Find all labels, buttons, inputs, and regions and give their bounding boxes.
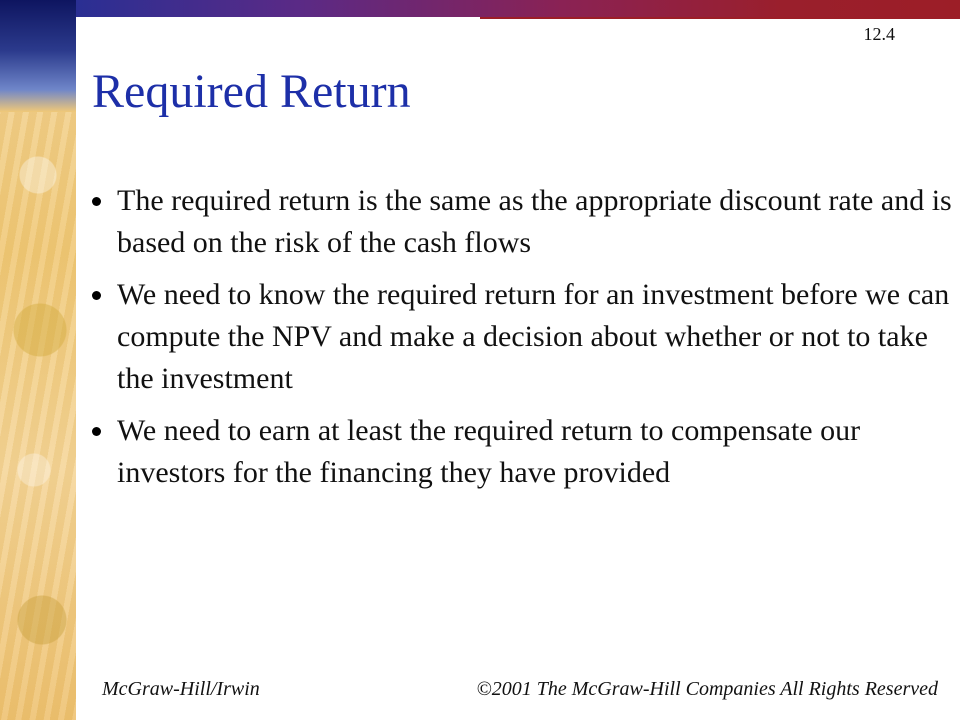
slide-number: 12.4 bbox=[863, 24, 895, 44]
bullet-text: We need to know the required return for an investment before we can compute the NPV and make a decision about whether or not to take the investment bbox=[117, 278, 950, 395]
bullet-dot-icon bbox=[92, 197, 101, 206]
bullet-item bbox=[92, 180, 952, 264]
bullet-dot-icon bbox=[92, 291, 101, 300]
decorative-top-bar bbox=[76, 0, 960, 17]
decorative-top-line bbox=[480, 17, 960, 19]
bullet-dot-icon bbox=[92, 427, 101, 436]
decorative-side-strip-top bbox=[0, 0, 76, 112]
bullet-text: The required return is the same as the appropriate discount rate and is based on the risk of the cash flows bbox=[117, 184, 952, 259]
slide-title: Required Return bbox=[92, 65, 411, 118]
bullet-item bbox=[92, 410, 952, 494]
bullet-item bbox=[92, 274, 952, 400]
footer-publisher: McGraw-Hill/Irwin bbox=[102, 678, 260, 700]
footer-copyright: ©2001 The McGraw-Hill Companies All Rights Reserved bbox=[476, 678, 938, 700]
bullet-text: We need to earn at least the required return to compensate our investors for the financing they have provided bbox=[117, 414, 861, 489]
bullet-list bbox=[92, 180, 952, 504]
